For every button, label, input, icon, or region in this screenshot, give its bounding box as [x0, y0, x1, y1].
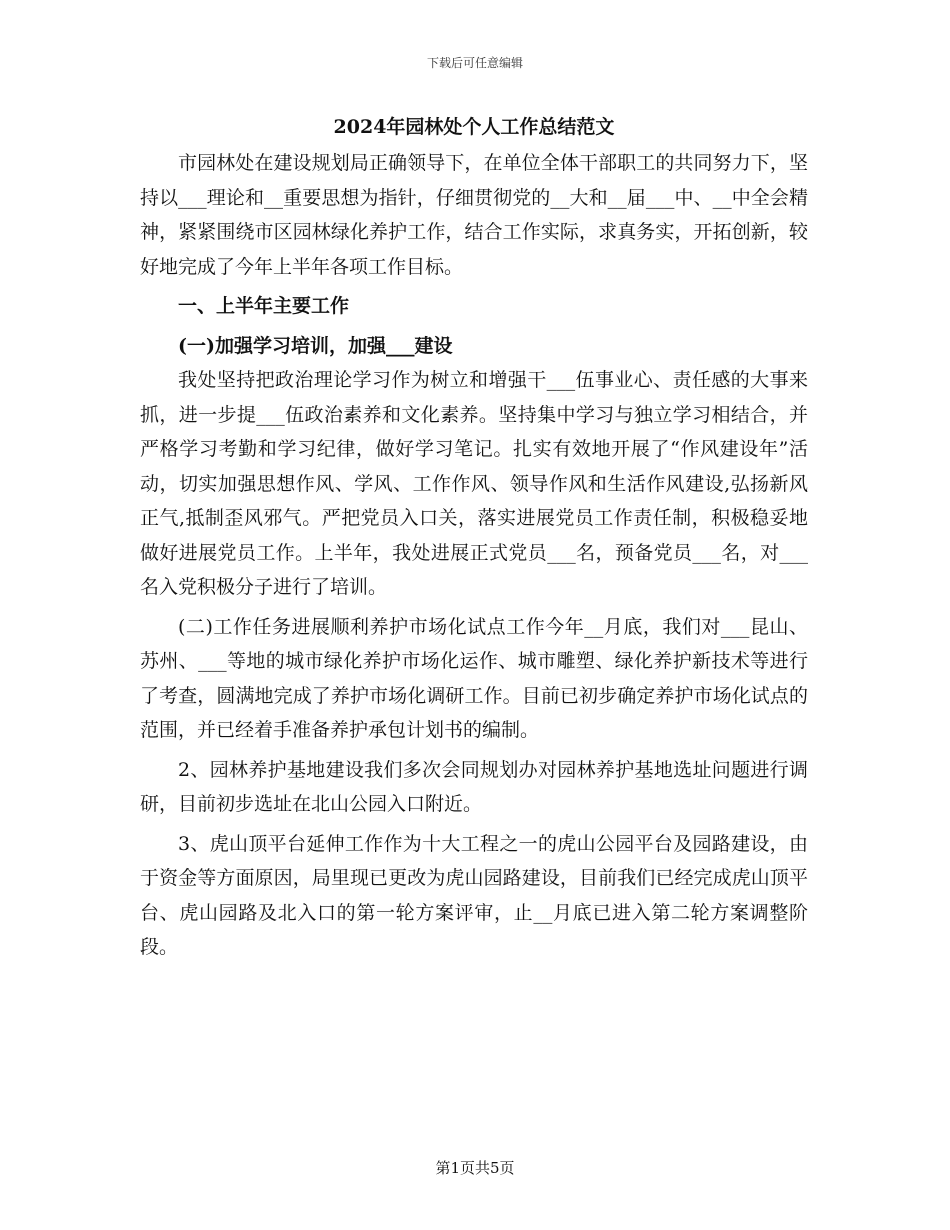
base-paragraph: 2、园林养护基地建设我们多次会同规划办对园林养护基地选址问题进行调研，目前初步选址在北山公园入口附近。: [140, 758, 808, 815]
header-note: 下载后可任意编辑: [426, 56, 523, 70]
section-heading: 一、上半年主要工作: [178, 295, 350, 317]
intro-paragraph: 市园林处在建设规划局正确领导下，在单位全体干部职工的共同努力下，坚持以___理论和__重要思想为指针，仔细贯彻党的__大和__届___中、__中全会精神，紧紧围绕市区园林绿化养护工作，结合工作实际，求真务实，开拓创新，较好地完成了今年上半年各项工作目标。: [140, 152, 808, 278]
tasks-paragraph: (二)工作任务进展顺利养护市场化试点工作今年__月底，我们对___昆山、苏州、___等地的城市绿化养护市场化运作、城市雕塑、绿化养护新技术等进行了考查，圆满地完成了养护市场化调研工作。目前已初步确定养护市场化试点的范围，并已经着手准备养护承包计划书的编制。: [140, 615, 808, 741]
document-title: 2024年园林处个人工作总结范文: [333, 116, 615, 138]
document-body: [140, 112, 808, 965]
subsection-heading: (一)加强学习培训，加强___建设: [178, 334, 453, 357]
platform-paragraph: 3、虎山顶平台延伸工作作为十大工程之一的虎山公园平台及园路建设，由于资金等方面原因，局里现已更改为虎山园路建设，目前我们已经完成虎山顶平台、虎山园路及北入口的第一轮方案评审，止__月底已进入第二轮方案调整阶段。: [140, 832, 808, 958]
page-number: 第1页共5页: [435, 1159, 515, 1177]
study-paragraph: 我处坚持把政治理论学习作为树立和增强干___伍事业心、责任感的大事来抓，进一步提___伍政治素养和文化素养。坚持集中学习与独立学习相结合，并严格学习考勤和学习纪律，做好学习笔记。扎实有效地开展了“作风建设年”活动，切实加强思想作风、学风、工作作风、领导作风和生活作风建设,弘扬新风正气,抵制歪风邪气。严把党员入口关，落实进展党员工作责任制，积极稳妥地做好进展党员工作。上半年，我处进展正式党员___名，预备党员___名，对___名入党积极分子进行了培训。: [140, 369, 808, 598]
